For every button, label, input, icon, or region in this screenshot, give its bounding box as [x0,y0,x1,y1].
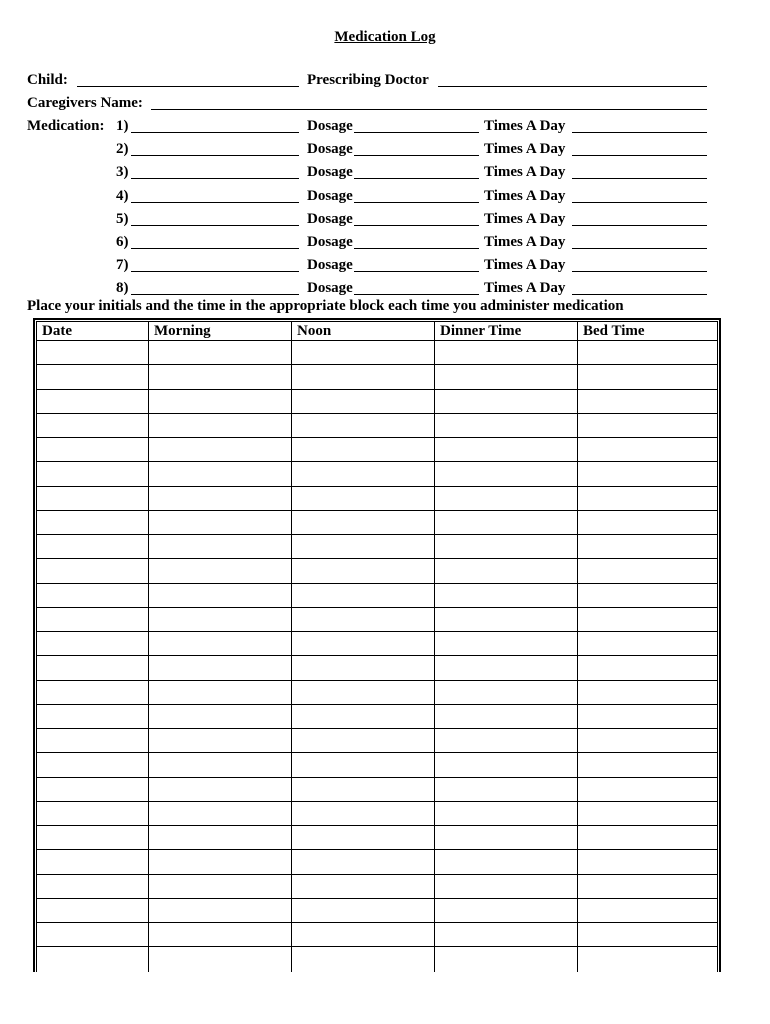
dosage-label: Dosage [307,210,353,227]
caregivers-row [0,93,770,113]
medication-name-field[interactable] [131,225,299,226]
table-row-divider [36,825,718,826]
dosage-field[interactable] [354,155,479,156]
times-a-day-field[interactable] [572,132,707,133]
table-row-divider [36,874,718,875]
times-a-day-label: Times A Day [484,164,566,181]
column-header: Bed Time [583,323,645,339]
table-row-divider [36,849,718,850]
child-row [0,70,770,90]
dosage-field[interactable] [354,132,479,133]
dosage-field[interactable] [354,225,479,226]
dosage-label: Dosage [307,234,353,250]
column-header: Date [42,323,72,339]
times-a-day-label: Times A Day [484,141,566,158]
medication-row [0,209,770,229]
medication-row [0,162,770,182]
table-row-divider [36,607,718,608]
table-row-divider [36,534,718,535]
medication-number: 7) [116,257,129,274]
medication-row [0,186,770,206]
times-a-day-label: Times A Day [484,257,566,274]
medication-row [0,255,770,275]
table-row-divider [36,437,718,438]
table-row-divider [36,680,718,681]
medication-row [0,139,770,159]
column-header: Noon [297,323,332,339]
instructions-text: Place your initials and the time in the appropriate block each time you administer medication [27,298,624,314]
caregivers-field[interactable] [151,109,707,110]
table-row-divider [36,704,718,705]
table-row-divider [36,728,718,729]
table-row-divider [36,777,718,778]
medication-name-field[interactable] [131,155,299,156]
times-a-day-field[interactable] [572,225,707,226]
medication-name-field[interactable] [131,178,299,179]
page-title: Medication Log [334,29,436,45]
dosage-field[interactable] [354,271,479,272]
dosage-field[interactable] [354,248,479,249]
medication-row [0,116,770,136]
table-row-divider [36,898,718,899]
medication-number: 3) [116,164,129,181]
dosage-label: Dosage [307,141,353,158]
table-row-divider [36,558,718,559]
times-a-day-label: Times A Day [484,118,566,134]
times-a-day-label: Times A Day [484,210,566,227]
medication-number: 1) [116,118,129,134]
times-a-day-field[interactable] [572,271,707,272]
medication-name-field[interactable] [131,248,299,249]
table-row-divider [36,413,718,414]
medication-number: 5) [116,210,129,227]
table-row-divider [36,486,718,487]
table-row-divider [36,801,718,802]
caregivers-label: Caregivers Name: [27,95,143,111]
prescribing-doctor-field[interactable] [438,86,707,87]
child-label: Child: [27,72,68,88]
table-row-divider [36,655,718,656]
medication-name-field[interactable] [131,294,299,295]
times-a-day-field[interactable] [572,202,707,203]
medication-number: 8) [116,280,129,297]
times-a-day-label: Times A Day [484,280,566,297]
table-row-divider [36,946,718,947]
table-row-divider [36,461,718,462]
table-row-divider [36,631,718,632]
child-field[interactable] [77,86,299,87]
medication-row [0,232,770,252]
dosage-label: Dosage [307,118,353,134]
dosage-field[interactable] [354,202,479,203]
table-row-divider [36,922,718,923]
medication-label: Medication: [27,118,105,134]
medication-name-field[interactable] [131,132,299,133]
times-a-day-field[interactable] [572,178,707,179]
dosage-label: Dosage [307,257,353,274]
times-a-day-field[interactable] [572,294,707,295]
column-header: Morning [154,323,211,339]
dosage-label: Dosage [307,187,353,204]
times-a-day-field[interactable] [572,248,707,249]
medication-name-field[interactable] [131,271,299,272]
dosage-field[interactable] [354,178,479,179]
times-a-day-label: Times A Day [484,234,566,250]
prescribing-doctor-label: Prescribing Doctor [307,72,429,88]
table-row-divider [36,583,718,584]
column-header: Dinner Time [440,323,522,339]
table-row-divider [36,340,718,341]
medication-number: 6) [116,234,129,250]
medication-number: 2) [116,141,129,158]
table-row-divider [36,389,718,390]
table-row-divider [36,510,718,511]
table-row-divider [36,364,718,365]
times-a-day-label: Times A Day [484,187,566,204]
times-a-day-field[interactable] [572,155,707,156]
medication-row [0,278,770,298]
dosage-field[interactable] [354,294,479,295]
medication-number: 4) [116,187,129,204]
dosage-label: Dosage [307,164,353,181]
medication-name-field[interactable] [131,202,299,203]
table-row-divider [36,752,718,753]
dosage-label: Dosage [307,280,353,297]
